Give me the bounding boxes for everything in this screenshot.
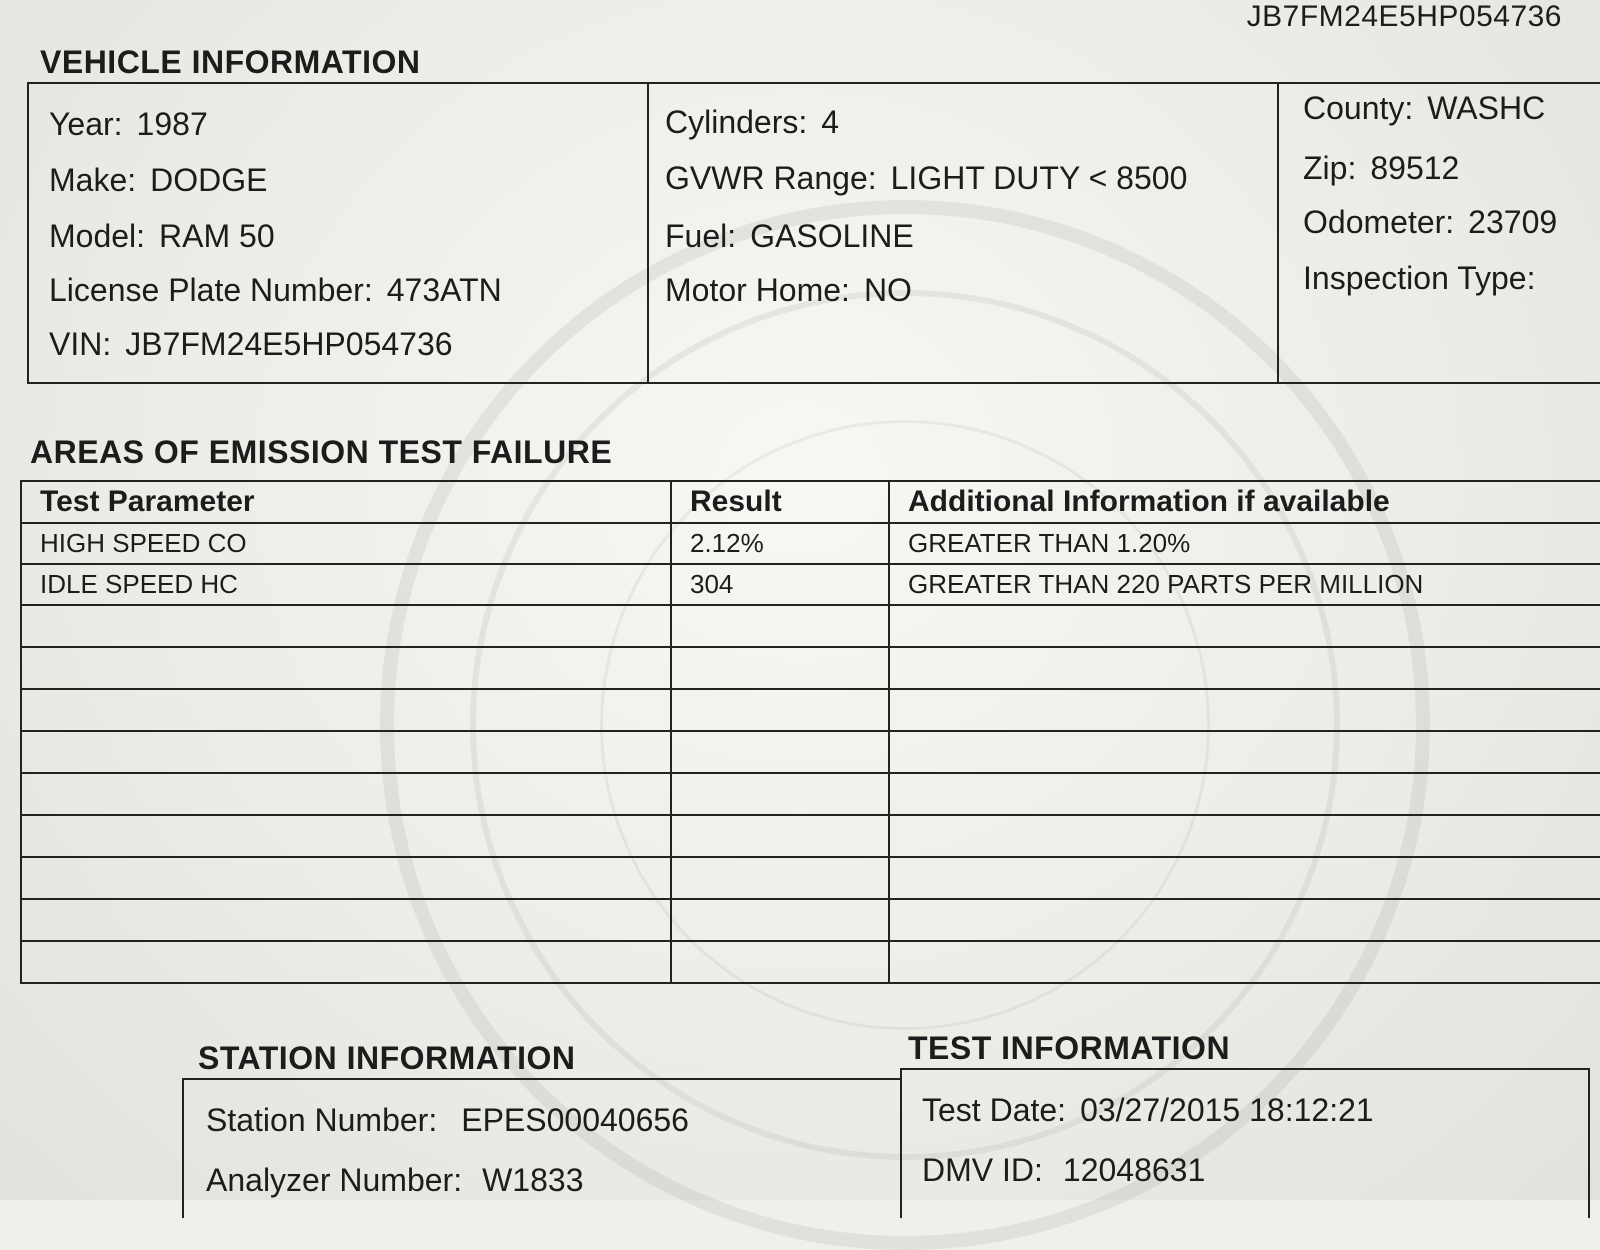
test-info-title: TEST INFORMATION bbox=[908, 1030, 1231, 1066]
additional-info-header: Additional Information if available bbox=[889, 481, 1600, 523]
empty-table-row bbox=[21, 899, 1600, 941]
vehicle-info-col-2 bbox=[647, 84, 1277, 382]
fuel-field bbox=[665, 218, 914, 255]
empty-cell bbox=[889, 647, 1600, 689]
gvwr-range-value: LIGHT DUTY < 8500 bbox=[890, 160, 1188, 196]
additional-info-cell: GREATER THAN 220 PARTS PER MILLION bbox=[889, 564, 1600, 605]
license-plate-value: 473ATN bbox=[386, 272, 502, 308]
empty-table-row bbox=[21, 731, 1600, 773]
license-plate-label: License Plate Number: bbox=[49, 272, 373, 308]
make-label: Make: bbox=[49, 162, 137, 198]
station-info-box bbox=[182, 1078, 902, 1218]
cylinders-field bbox=[665, 104, 839, 141]
vin-field bbox=[49, 326, 453, 363]
empty-cell bbox=[889, 815, 1600, 857]
additional-info-cell: GREATER THAN 1.20% bbox=[889, 523, 1600, 564]
empty-cell bbox=[671, 773, 889, 815]
analyzer-number-field bbox=[206, 1162, 583, 1199]
empty-cell bbox=[21, 689, 671, 731]
empty-cell bbox=[889, 689, 1600, 731]
empty-cell bbox=[671, 689, 889, 731]
header-vin: JB7FM24E5HP054736 bbox=[1246, 0, 1562, 33]
emission-failure-table bbox=[20, 480, 1600, 984]
year-label: Year: bbox=[49, 106, 123, 142]
model-field bbox=[49, 218, 275, 255]
empty-cell bbox=[21, 647, 671, 689]
empty-cell bbox=[671, 731, 889, 773]
empty-cell bbox=[889, 899, 1600, 941]
vin-value: JB7FM24E5HP054736 bbox=[125, 326, 453, 362]
zip-label: Zip: bbox=[1303, 150, 1357, 186]
table-row bbox=[21, 564, 1600, 605]
empty-cell bbox=[21, 731, 671, 773]
empty-cell bbox=[21, 773, 671, 815]
empty-cell bbox=[21, 815, 671, 857]
fuel-value: GASOLINE bbox=[750, 218, 914, 254]
empty-cell bbox=[671, 899, 889, 941]
make-field bbox=[49, 162, 267, 199]
odometer-value: 23709 bbox=[1468, 204, 1558, 240]
model-label: Model: bbox=[49, 218, 146, 254]
empty-cell bbox=[671, 647, 889, 689]
empty-table-row bbox=[21, 689, 1600, 731]
empty-table-row bbox=[21, 857, 1600, 899]
model-value: RAM 50 bbox=[159, 218, 275, 254]
zip-value: 89512 bbox=[1370, 150, 1460, 186]
dmv-id-field bbox=[922, 1152, 1205, 1189]
empty-cell bbox=[889, 773, 1600, 815]
test-date-label: Test Date: bbox=[922, 1092, 1067, 1128]
county-field bbox=[1303, 90, 1545, 127]
vehicle-info-title: VEHICLE INFORMATION bbox=[40, 44, 421, 80]
empty-cell bbox=[671, 605, 889, 647]
empty-cell bbox=[21, 857, 671, 899]
station-number-label: Station Number: bbox=[206, 1102, 438, 1138]
gvwr-range-label: GVWR Range: bbox=[665, 160, 877, 196]
empty-cell bbox=[889, 941, 1600, 983]
zip-field bbox=[1303, 150, 1459, 187]
empty-table-row bbox=[21, 941, 1600, 983]
test-date-field bbox=[922, 1092, 1374, 1129]
analyzer-number-label: Analyzer Number: bbox=[206, 1162, 463, 1198]
empty-cell bbox=[21, 899, 671, 941]
odometer-field bbox=[1303, 204, 1557, 241]
license-plate-field bbox=[49, 272, 502, 309]
empty-table-row bbox=[21, 605, 1600, 647]
inspection-type-field bbox=[1303, 260, 1549, 297]
result-header: Result bbox=[671, 481, 889, 523]
year-field bbox=[49, 106, 208, 143]
vehicle-info-col-3 bbox=[1277, 84, 1600, 382]
emission-failure-title: AREAS OF EMISSION TEST FAILURE bbox=[30, 434, 613, 470]
empty-table-row bbox=[21, 647, 1600, 689]
result-cell: 2.12% bbox=[671, 523, 889, 564]
vehicle-info-box bbox=[27, 82, 1600, 384]
test-info-box bbox=[900, 1068, 1590, 1218]
inspection-type-label: Inspection Type: bbox=[1303, 260, 1536, 296]
test-date-value: 03/27/2015 18:12:21 bbox=[1080, 1092, 1374, 1128]
cylinders-label: Cylinders: bbox=[665, 104, 808, 140]
test-parameter-cell: HIGH SPEED CO bbox=[21, 523, 671, 564]
empty-cell bbox=[889, 605, 1600, 647]
motor-home-label: Motor Home: bbox=[665, 272, 850, 308]
dmv-id-value: 12048631 bbox=[1062, 1152, 1206, 1188]
cylinders-value: 4 bbox=[821, 104, 840, 140]
vin-label: VIN: bbox=[49, 326, 112, 362]
test-parameter-header: Test Parameter bbox=[21, 481, 671, 523]
test-parameter-cell: IDLE SPEED HC bbox=[21, 564, 671, 605]
empty-table-row bbox=[21, 773, 1600, 815]
fuel-label: Fuel: bbox=[665, 218, 737, 254]
empty-cell bbox=[671, 857, 889, 899]
result-cell: 304 bbox=[671, 564, 889, 605]
year-value: 1987 bbox=[136, 106, 208, 142]
empty-cell bbox=[889, 857, 1600, 899]
empty-cell bbox=[21, 941, 671, 983]
make-value: DODGE bbox=[150, 162, 268, 198]
station-info-title: STATION INFORMATION bbox=[198, 1040, 576, 1076]
empty-cell bbox=[671, 941, 889, 983]
motor-home-value: NO bbox=[863, 272, 912, 308]
station-number-field bbox=[206, 1102, 689, 1139]
empty-cell bbox=[889, 731, 1600, 773]
motor-home-field bbox=[665, 272, 912, 309]
empty-cell bbox=[21, 605, 671, 647]
table-header-row bbox=[21, 481, 1600, 523]
odometer-label: Odometer: bbox=[1303, 204, 1455, 240]
county-label: County: bbox=[1303, 90, 1414, 126]
station-number-value: EPES00040656 bbox=[461, 1102, 689, 1138]
analyzer-number-value: W1833 bbox=[482, 1162, 584, 1198]
table-row bbox=[21, 523, 1600, 564]
county-value: WASHC bbox=[1427, 90, 1546, 126]
dmv-id-label: DMV ID: bbox=[922, 1152, 1043, 1188]
empty-cell bbox=[671, 815, 889, 857]
gvwr-range-field bbox=[665, 160, 1187, 197]
empty-table-row bbox=[21, 815, 1600, 857]
vehicle-info-col-1 bbox=[29, 84, 647, 382]
